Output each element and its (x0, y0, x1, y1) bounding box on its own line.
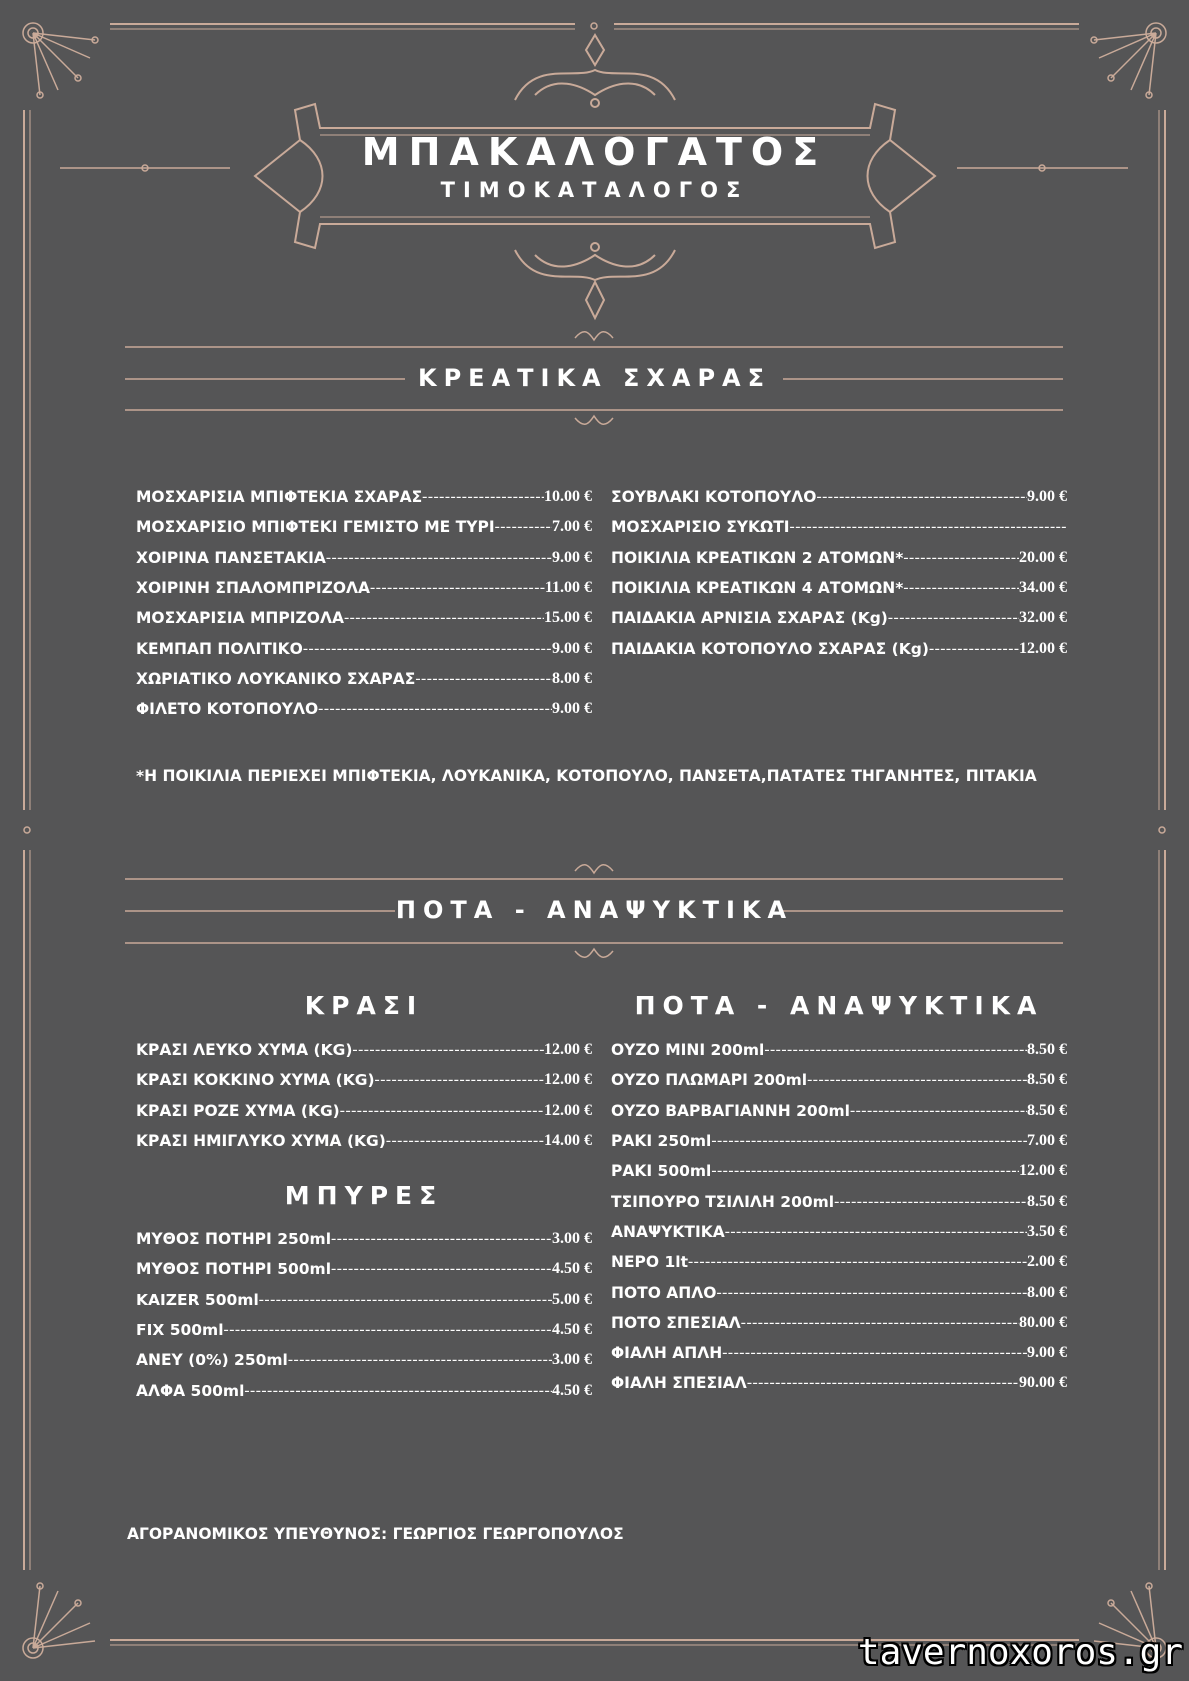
dot-leader (725, 1223, 1027, 1241)
item-price: 34.00 € (1019, 579, 1067, 597)
dot-leader (370, 579, 545, 597)
menu-item (136, 664, 592, 694)
item-name: ΦΙΛΕΤΟ ΚΟΤΟΠΟΥΛΟ (136, 700, 319, 719)
dot-leader (326, 549, 552, 567)
restaurant-name: ΜΠΑΚΑΛΟΓΑΤΟΣ (361, 130, 828, 174)
item-name: FIX 500ml (136, 1321, 224, 1340)
item-name: ΡΑΚΙ 500ml (611, 1162, 712, 1181)
dot-leader (244, 1382, 552, 1400)
item-name: ΠΟΙΚΙΛΙΑ ΚΡΕΑΤΙΚΩΝ 4 ΑΤΟΜΩΝ* (611, 579, 904, 598)
dot-leader (288, 1351, 552, 1369)
item-price: 20.00 € (1019, 548, 1067, 566)
item-name: ΚΕΜΠΑΠ ΠΟΛΙΤΙΚΟ (136, 639, 303, 658)
item-price: 8.00 € (552, 669, 592, 687)
menu-item (611, 1368, 1067, 1398)
section-title-grill: ΚΡΕΑΤΙΚΑ ΣΧΑΡΑΣ (417, 364, 771, 392)
item-price: 11.00 € (544, 579, 592, 597)
item-name: ΜΥΘΟΣ ΠΟΤΗΡΙ 500ml (136, 1260, 332, 1279)
menu-item (611, 1035, 1067, 1065)
watermark: tavernoxoros.gr (857, 1632, 1183, 1673)
grill-list-right (611, 482, 1067, 664)
item-price: 3.50 € (1027, 1222, 1067, 1240)
dot-leader (422, 488, 544, 506)
dot-leader (352, 1041, 544, 1059)
item-price: 2.00 € (1027, 1253, 1067, 1271)
menu-item (611, 1065, 1067, 1095)
price-list-subtitle: ΤΙΜΟΚΑΤΑΛΟΓΟΣ (440, 178, 749, 202)
menu-item (136, 1035, 592, 1065)
menu-item (611, 1247, 1067, 1277)
item-name: ΟΥΖΟ ΒΑΡΒΑΓΙΑΝΝΗ 200ml (611, 1101, 850, 1120)
menu-item (136, 694, 592, 724)
grill-list-left (136, 482, 592, 724)
item-name: ΡΑΚΙ 250ml (611, 1132, 712, 1151)
item-price: 9.00 € (1027, 1344, 1067, 1362)
item-name: ΠΑΙΔΑΚΙΑ ΑΡΝΙΣΙΑ ΣΧΑΡΑΣ (Kg) (611, 609, 888, 628)
menu-item (136, 1126, 592, 1156)
dot-leader (888, 609, 1019, 627)
menu-item (136, 1345, 592, 1375)
item-price: 8.50 € (1027, 1101, 1067, 1119)
dot-leader (711, 1132, 1027, 1150)
item-price: 12.00 € (1019, 639, 1067, 657)
item-name: ΦΙΑΛΗ ΣΠΕΣΙΑΛ (611, 1374, 747, 1393)
item-price: 8.50 € (1027, 1192, 1067, 1210)
dot-leader (340, 1102, 544, 1120)
item-name: ΜΟΣΧΑΡΙΣΙΟ ΣΥΚΩΤΙ (611, 518, 790, 537)
dot-leader (386, 1132, 544, 1150)
dot-leader (375, 1071, 544, 1089)
item-name: ΣΟΥΒΛΑΚΙ ΚΟΤΟΠΟΥΛΟ (611, 488, 817, 507)
item-name: ΝΕΡΟ 1lt (611, 1253, 689, 1272)
item-price: 12.00 € (544, 1101, 592, 1119)
menu-item (136, 1096, 592, 1126)
dot-leader (816, 488, 1027, 506)
item-price: 5.00 € (552, 1290, 592, 1308)
item-name: ΚΡΑΣΙ ΡΟΖΕ ΧΥΜΑ (KG) (136, 1101, 340, 1120)
item-price: 8.00 € (1027, 1283, 1067, 1301)
item-name: ΠΟΤΟ ΣΠΕΣΙΑΛ (611, 1313, 741, 1332)
dot-leader (747, 1374, 1019, 1392)
item-name: ΑΝΕΥ (0%) 250ml (136, 1351, 288, 1370)
item-price: 14.00 € (544, 1132, 592, 1150)
menu-item (611, 1277, 1067, 1307)
item-name: ΜΟΣΧΑΡΙΣΙΑ ΜΠΙΦΤΕΚΙΑ ΣΧΑΡΑΣ (136, 488, 423, 507)
menu-item (136, 482, 592, 512)
dot-leader (303, 640, 552, 658)
menu-item (611, 543, 1067, 573)
item-name: ΜΟΣΧΑΡΙΣΙΟ ΜΠΙΦΤΕΚΙ ΓΕΜΙΣΤΟ ΜΕ ΤΥΡΙ (136, 518, 495, 537)
dot-leader (688, 1253, 1027, 1271)
item-price: 7.00 € (1027, 1132, 1067, 1150)
dot-leader (929, 640, 1019, 658)
dot-leader (344, 609, 544, 627)
dot-leader (318, 700, 552, 718)
menu-item (136, 1254, 592, 1284)
dot-leader (850, 1102, 1027, 1120)
item-price: 9.00 € (1027, 488, 1067, 506)
dot-leader (790, 518, 1067, 536)
menu-item (611, 1217, 1067, 1247)
dot-leader (711, 1162, 1019, 1180)
item-price: 15.00 € (544, 609, 592, 627)
dot-leader (331, 1260, 552, 1278)
menu-item (611, 1096, 1067, 1126)
dot-leader (415, 670, 552, 688)
beer-title: ΜΠΥΡΕΣ (284, 1181, 444, 1210)
item-price: 80.00 € (1019, 1313, 1067, 1331)
item-price: 12.00 € (544, 1071, 592, 1089)
menu-item (136, 573, 592, 603)
spirits-list (611, 1035, 1067, 1399)
item-price: 12.00 € (544, 1041, 592, 1059)
dot-leader (224, 1321, 552, 1339)
item-name: ΠΟΤΟ ΑΠΛΟ (611, 1283, 717, 1302)
item-price: 4.50 € (552, 1321, 592, 1339)
item-price: 8.50 € (1027, 1071, 1067, 1089)
item-price: 7.00 € (552, 518, 592, 536)
dot-leader (741, 1314, 1019, 1332)
item-name: ΟΥΖΟ ΠΛΩΜΑΡΙ 200ml (611, 1071, 808, 1090)
item-name: ΧΟΙΡΙΝΗ ΣΠΑΛΟΜΠΡΙΖΟΛΑ (136, 579, 371, 598)
dot-leader (495, 518, 552, 536)
menu-item (611, 512, 1067, 542)
menu-item (611, 1186, 1067, 1216)
item-name: ΚΡΑΣΙ ΛΕΥΚΟ ΧΥΜΑ (KG) (136, 1041, 353, 1060)
menu-item (611, 1308, 1067, 1338)
market-responsible: ΑΓΟΡΑΝΟΜΙΚΟΣ ΥΠΕΥΘΥΝΟΣ: ΓΕΩΡΓΙΟΣ ΓΕΩΡΓΟΠΟΥΛΟΣ (127, 1525, 624, 1543)
item-name: ΠΟΙΚΙΛΙΑ ΚΡΕΑΤΙΚΩΝ 2 ΑΤΟΜΩΝ* (611, 548, 904, 567)
menu-item (136, 1224, 592, 1254)
dot-leader (903, 579, 1019, 597)
item-name: ΑΝΑΨΥΚΤΙΚΑ (611, 1222, 725, 1241)
dot-leader (722, 1344, 1027, 1362)
dot-leader (259, 1291, 552, 1309)
menu-item (136, 633, 592, 663)
menu-item (136, 1315, 592, 1345)
wine-title: ΚΡΑΣΙ (304, 991, 424, 1020)
item-name: ΜΟΣΧΑΡΙΣΙΑ ΜΠΡΙΖΟΛΑ (136, 609, 344, 628)
section-title-drinks: ΠΟΤΑ - ΑΝΑΨΥΚΤΙΚΑ (395, 896, 794, 924)
item-price: 32.00 € (1019, 609, 1067, 627)
item-price: 90.00 € (1019, 1374, 1067, 1392)
item-price: 9.00 € (552, 639, 592, 657)
menu-item (611, 482, 1067, 512)
spirits-title: ΠΟΤΑ - ΑΝΑΨΥΚΤΙΚΑ (634, 991, 1044, 1020)
item-name: ΧΩΡΙΑΤΙΚΟ ΛΟΥΚΑΝΙΚΟ ΣΧΑΡΑΣ (136, 669, 416, 688)
item-name: ΠΑΙΔΑΚΙΑ ΚΟΤΟΠΟΥΛΟ ΣΧΑΡΑΣ (Kg) (611, 639, 929, 658)
item-name: ΑΛΦΑ 500ml (136, 1381, 245, 1400)
item-price: 4.50 € (552, 1381, 592, 1399)
item-price: 12.00 € (1019, 1162, 1067, 1180)
item-price: 9.00 € (552, 548, 592, 566)
menu-item (136, 603, 592, 633)
item-name: ΤΣΙΠΟΥΡΟ ΤΣΙΛΙΛΗ 200ml (611, 1192, 835, 1211)
menu-item (136, 1285, 592, 1315)
item-price: 3.00 € (552, 1230, 592, 1248)
menu-item (136, 1375, 592, 1405)
menu-item (611, 1126, 1067, 1156)
menu-item (611, 1338, 1067, 1368)
dot-leader (807, 1071, 1027, 1089)
variety-note: *Η ΠΟΙΚΙΛΙΑ ΠΕΡΙΕΧΕΙ ΜΠΙΦΤΕΚΙΑ, ΛΟΥΚΑΝΙΚΑ, ΚΟΤΟΠΟΥΛΟ, ΠΑΝΣΕΤΑ,ΠΑΤΑΤΕΣ ΤΗΓΑΝΗΤΕΣ, ΠΙΤΑΚΙΑ (136, 767, 1037, 785)
menu-item (611, 1156, 1067, 1186)
wine-list (136, 1035, 592, 1156)
menu-item (611, 573, 1067, 603)
item-name: ΧΟΙΡΙΝΑ ΠΑΝΣΕΤΑΚΙΑ (136, 548, 326, 567)
dot-leader (834, 1193, 1027, 1211)
menu-item (136, 1065, 592, 1095)
item-price: 4.50 € (552, 1260, 592, 1278)
menu-item (611, 633, 1067, 663)
item-price: 8.50 € (1027, 1041, 1067, 1059)
item-name: ΚΡΑΣΙ ΗΜΙΓΛΥΚΟ ΧΥΜΑ (KG) (136, 1132, 386, 1151)
dot-leader (903, 549, 1019, 567)
dot-leader (331, 1230, 552, 1248)
item-price: 3.00 € (552, 1351, 592, 1369)
dot-leader (716, 1284, 1027, 1302)
beer-list (136, 1224, 592, 1406)
item-name: ΦΙΑΛΗ ΑΠΛΗ (611, 1344, 723, 1363)
dot-leader (764, 1041, 1027, 1059)
menu-item (136, 543, 592, 573)
item-name: ΚΡΑΣΙ ΚΟΚΚΙΝΟ ΧΥΜΑ (KG) (136, 1071, 375, 1090)
item-price: 9.00 € (552, 700, 592, 718)
item-price: 10.00 € (544, 488, 592, 506)
item-name: ΜΥΘΟΣ ΠΟΤΗΡΙ 250ml (136, 1230, 332, 1249)
menu-item (611, 603, 1067, 633)
item-name: ΟΥΖΟ ΜΙΝΙ 200ml (611, 1041, 765, 1060)
menu-item (136, 512, 592, 542)
item-name: KAIZER 500ml (136, 1290, 259, 1309)
